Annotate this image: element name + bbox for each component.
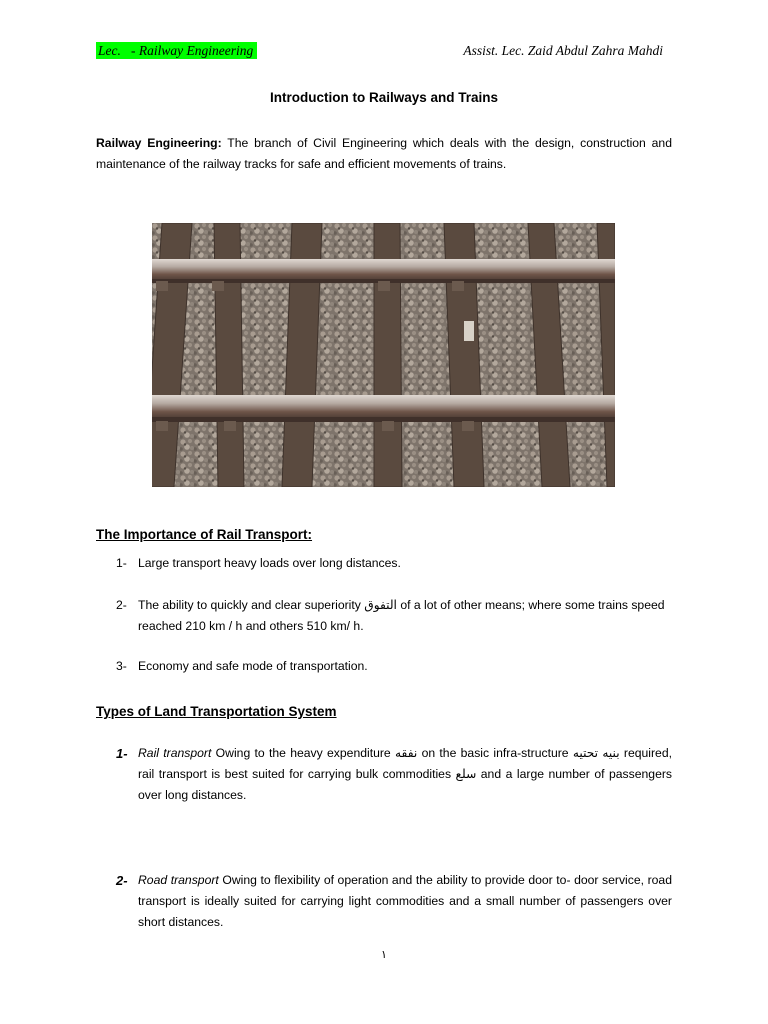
- header-author: Assist. Lec. Zaid Abdul Zahra Mahdi: [463, 43, 663, 58]
- list-item-text: The ability to quickly and clear superiority التفوق of a lot of other means; where some trains speed reached 210 km / h and others 510 km/ h.: [138, 598, 665, 633]
- importance-item-2: [116, 595, 672, 637]
- list-number: 3-: [116, 659, 127, 673]
- list-item-body: Owing to flexibility of operation and the ability to provide door to- door service, road transport is ideally suited for carrying light commodities and a small number of passengers over short distances.: [138, 873, 672, 929]
- list-item-text: [138, 870, 672, 933]
- types-item-rail: [116, 743, 672, 806]
- intro-term: Railway Engineering:: [96, 136, 222, 150]
- list-number: 2-: [116, 598, 127, 612]
- list-item-text: [138, 743, 672, 806]
- importance-heading: The Importance of Rail Transport:: [96, 527, 313, 542]
- types-heading: Types of Land Transportation System: [96, 704, 337, 719]
- list-item-text: Large transport heavy loads over long distances.: [138, 556, 401, 570]
- importance-item-1: [116, 553, 672, 574]
- intro-paragraph: [96, 133, 672, 175]
- list-number: 1-: [116, 556, 127, 570]
- types-item-road: [116, 870, 672, 933]
- page-number: ١: [381, 949, 387, 961]
- list-item-text: Economy and safe mode of transportation.: [138, 659, 368, 673]
- list-number: 2-: [116, 873, 128, 888]
- header-course-label: Lec. - Railway Engineering: [96, 42, 257, 59]
- list-number: 1-: [116, 746, 128, 761]
- intro-text: The branch of Civil Engineering which deals with the design, construction and maintenance of the railway tracks for safe and efficient movements of trains.: [96, 136, 672, 171]
- railway-track-photo: [152, 223, 615, 487]
- list-item-body: Owing to the heavy expenditure نفقه on the basic infra-structure بنيه تحتيه required, rail transport is best suited for carrying bulk commodities سلع and a large number of passengers over long distances.: [138, 746, 673, 802]
- page-title: Introduction to Railways and Trains: [269, 90, 499, 105]
- importance-item-3: [116, 656, 672, 677]
- list-item-term: Rail transport: [138, 746, 212, 760]
- list-item-term: Road transport: [138, 873, 219, 887]
